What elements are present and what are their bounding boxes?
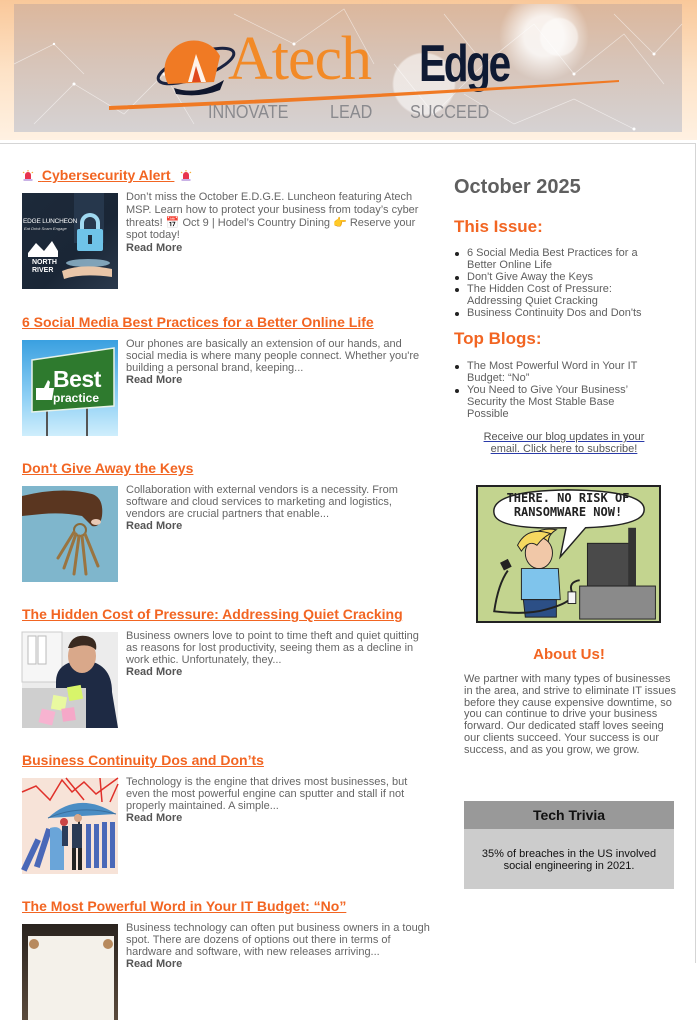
article-title-link[interactable]: The Hidden Cost of Pressure: Addressing Quiet Cracking <box>22 606 403 622</box>
article-title-link[interactable]: Business Continuity Dos and Don’ts <box>22 752 264 768</box>
brand-name-atech: Atech <box>228 25 372 93</box>
article-excerpt: Technology is the engine that drives most businesses, but even the most powerful engine can sputter and stall if not properly maintained. A simple... <box>126 776 408 812</box>
article-quiet-cracking <box>22 606 432 730</box>
article-social-media <box>22 314 432 438</box>
issue-month: October 2025 <box>454 176 581 198</box>
read-more-link[interactable]: Read More <box>126 242 183 255</box>
article-cybersecurity-alert <box>22 167 432 291</box>
tagline-lead: LEAD <box>330 102 373 122</box>
comic-speech-line1: THERE. NO RISK OF <box>506 491 630 505</box>
header-banner <box>0 0 697 140</box>
this-issue-item-label: Business Continuity Dos and Don'ts <box>467 307 642 319</box>
top-blogs-heading: Top Blogs: <box>454 329 542 348</box>
article-excerpt: Don’t miss the October E.D.G.E. Luncheon featuring Atech MSP. Learn how to protect your business from today’s cyber threats! 📅 Oct 9 | Hodel’s Country Dining 👉 Reserve your spot today! <box>126 191 419 242</box>
umbrella-protection-image <box>22 778 118 874</box>
this-issue-item[interactable] <box>467 307 657 319</box>
read-more-link[interactable]: Read More <box>126 958 183 970</box>
keys-thumbnail[interactable] <box>22 486 118 582</box>
read-more-link[interactable]: Read More <box>126 374 183 386</box>
this-issue-heading: This Issue: <box>454 217 543 236</box>
siren-icon <box>22 168 34 179</box>
hand-holding-keys-image <box>22 486 118 582</box>
article-excerpt: Business owners love to point to time theft and quiet quitting as reasons for lost productivity, seeing them as a decline in work ethic. Unfortunately, they... <box>126 630 419 666</box>
top-blog-item[interactable] <box>467 360 657 384</box>
header-image <box>14 4 682 132</box>
tagline-succeed: SUCCEED <box>410 102 490 122</box>
this-issue-item[interactable] <box>467 271 657 283</box>
pinned-paper-image <box>22 924 118 1020</box>
note-board-thumbnail[interactable] <box>22 924 118 1020</box>
luncheon-thumbnail[interactable] <box>22 193 118 289</box>
this-issue-item[interactable] <box>467 283 657 307</box>
article-title-link[interactable]: The Most Powerful Word in Your IT Budget: “No” <box>22 898 347 914</box>
ransomware-comic[interactable] <box>476 485 661 623</box>
sign-text-best: Best <box>53 366 101 392</box>
this-issue-item-label: The Hidden Cost of Pressure: Addressing Quiet Cracking <box>467 283 612 307</box>
top-blog-item[interactable] <box>467 384 657 420</box>
article-excerpt: Business technology can often put business owners in a tough spot. There are dozens of options out there in terms of hardware and software, with new releases arriving... <box>126 922 430 958</box>
about-us-text: We partner with many types of businesses in the area, and strive to eliminate IT issues before they cause expensive downtime, so you can continue to drive your business forward. Our dedicated staff loves seeing our clients succeed. Your success is our success, and as you grow, we grow. <box>464 673 676 756</box>
thumb-label-north: NORTH <box>32 259 57 266</box>
thumb-label-edge-luncheon: EDGE LUNCHEON <box>23 218 78 225</box>
padlock-icon <box>22 193 118 289</box>
thumb-label-subtitle: Eat Drink Scam Engage <box>24 226 67 231</box>
this-issue-item[interactable] <box>467 247 657 271</box>
thumb-label-river: RIVER <box>32 267 54 274</box>
tagline-innovate: INNOVATE <box>208 102 289 122</box>
top-blog-item-label: The Most Powerful Word in Your IT Budget: “No” <box>467 360 638 384</box>
about-us-heading: About Us! <box>533 646 605 663</box>
umbrella-thumbnail[interactable] <box>22 778 118 874</box>
comic-speech-line2: RANSOMWARE NOW! <box>513 505 623 519</box>
article-business-continuity <box>22 752 432 876</box>
subscribe-link[interactable]: Receive our blog updates in your email. Click here to subscribe! <box>483 431 645 455</box>
top-blog-item-label: You Need to Give Your Business’ Security the Most Stable Base Possible <box>467 384 628 420</box>
top-blogs-list <box>467 360 657 420</box>
read-more-link[interactable]: Read More <box>126 812 183 824</box>
tech-trivia-box <box>464 801 674 889</box>
stressed-man-image <box>22 632 118 728</box>
this-issue-list <box>467 247 657 319</box>
article-title-link[interactable]: 6 Social Media Best Practices for a Better Online Life <box>22 314 374 330</box>
tech-trivia-heading: Tech Trivia <box>464 801 674 829</box>
article-keys <box>22 460 432 584</box>
article-excerpt: Collaboration with external vendors is a necessity. From software and cloud services to marketing and logistics, vendors are crucial partners that enable... <box>126 484 398 520</box>
article-title-text: Cybersecurity Alert <box>41 167 171 183</box>
read-more-link[interactable]: Read More <box>126 520 183 532</box>
best-practice-thumbnail[interactable] <box>22 340 118 436</box>
article-title-link[interactable]: Don't Give Away the Keys <box>22 460 194 476</box>
stressed-worker-thumbnail[interactable] <box>22 632 118 728</box>
article-excerpt: Our phones are basically an extension of our hands, and social media is where many people connect. Whether you're building a personal brand, keeping... <box>126 338 420 374</box>
article-it-budget <box>22 898 432 1022</box>
this-issue-item-label: Don't Give Away the Keys <box>467 271 594 283</box>
sign-text-practice: practice <box>53 391 100 405</box>
read-more-link[interactable]: Read More <box>126 666 183 678</box>
tech-trivia-text: 35% of breaches in the US involved social engineering in 2021. <box>464 829 674 889</box>
siren-icon <box>180 168 192 179</box>
brand-name-edge: Edge <box>419 35 509 93</box>
this-issue-item-label: 6 Social Media Best Practices for a Better Online Life <box>467 247 638 271</box>
article-title-link[interactable] <box>22 167 432 184</box>
